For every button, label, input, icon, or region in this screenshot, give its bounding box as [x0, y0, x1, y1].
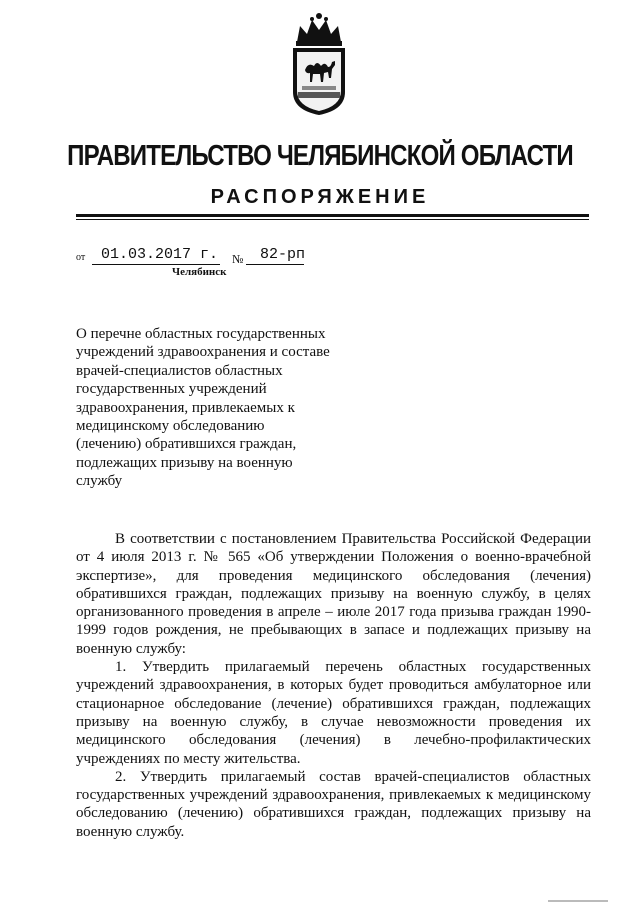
document-type: РАСПОРЯЖЕНИЕ — [210, 186, 430, 208]
header-rule-thick — [76, 214, 589, 217]
subject-line: здравоохранения, привлекаемых к — [76, 399, 295, 416]
number-underline — [246, 264, 304, 265]
subject-line: врачей-специалистов областных — [76, 362, 283, 379]
subject-line: службу — [76, 473, 123, 490]
subject-line: медицинскому обследованию — [76, 418, 265, 435]
document-date: 01.03.2017 г. — [101, 246, 219, 263]
scan-artifact — [548, 900, 608, 902]
government-title: ПРАВИТЕЛЬСТВО ЧЕЛЯБИНСКОЙ ОБЛАСТИ — [67, 140, 573, 172]
document-body — [76, 530, 591, 841]
city-label: Челябинск — [172, 266, 227, 278]
subject-line: О перечне областных государственных — [76, 326, 326, 342]
document-number: 82-рп — [260, 246, 306, 263]
order-item-1: 1. Утвердить прилагаемый перечень областных государственных учреждений здравоохранения, в которых будет проводиться амбулаторное или стационарное обследование (лечение) обратившихся граждан, подлежащих призыву на военную службу, в случае невозможности проведения их медицинского обследования (лечения) в лечебно-профилактических учреждениях по месту жительства. — [76, 659, 591, 767]
order-item-2: 2. Утвердить прилагаемый состав врачей-специалистов областных государственных учреждений здравоохранения, привлекаемых к медицинскому обследованию (лечению) обратившихся граждан, подлежащих призыву на военную службу. — [76, 768, 591, 840]
subject-line: подлежащих призыву на военную — [76, 454, 293, 471]
document-subject — [76, 325, 330, 491]
date-prefix: от — [76, 252, 86, 263]
number-prefix: № — [232, 252, 244, 266]
subject-line: учреждений здравоохранения и составе — [76, 344, 330, 361]
header-rule-thin — [76, 219, 589, 220]
date-underline — [92, 264, 220, 265]
subject-line: государственных учреждений — [76, 381, 267, 398]
chelyabinsk-coat-of-arms-icon — [288, 12, 350, 116]
preamble-paragraph: В соответствии с постановлением Правительства Российской Федерации от 4 июля 2013 г. № 565 «Об утверждении Положения о военно-врачебной экспертизе», для проведения медицинского обследования (лечения) обратившихся граждан, подлежащих призыву на военную службу, в целях организованного проведения в апреле – июле 2017 года призыва граждан 1990-1999 годов рождения, не пребывающих в запасе и подлежащих призыву на военную службу: — [76, 531, 591, 657]
subject-line: (лечению) обратившихся граждан, — [76, 436, 297, 453]
